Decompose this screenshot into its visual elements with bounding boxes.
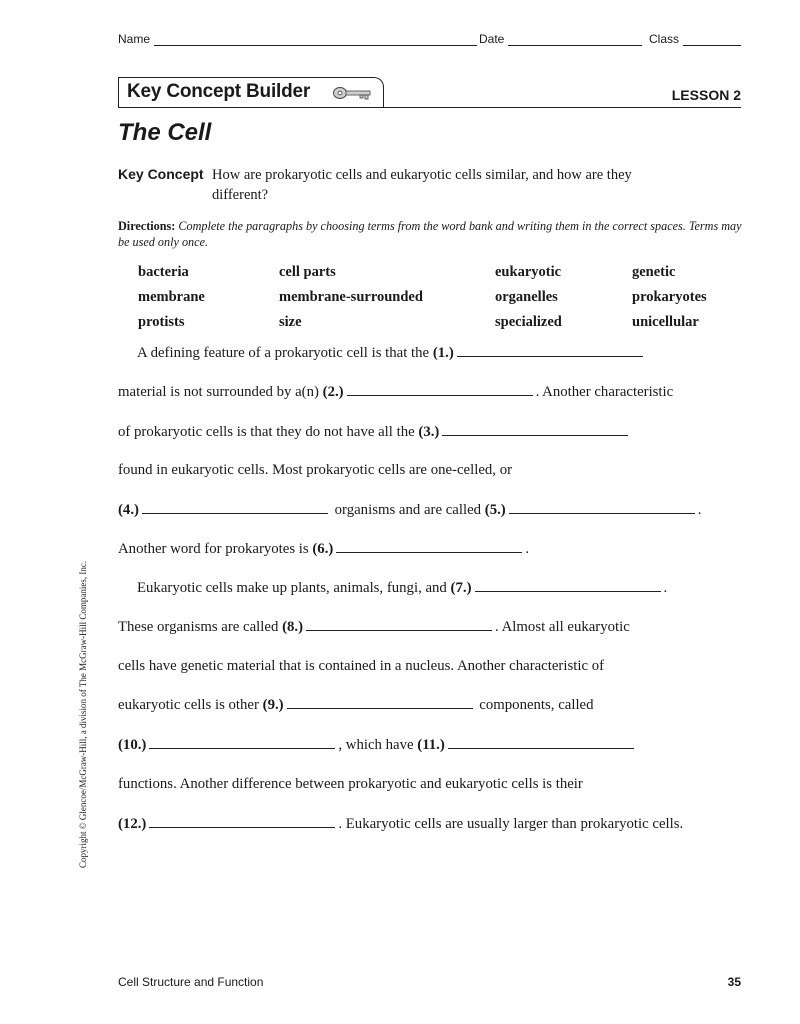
line-text: organisms and are called (334, 502, 482, 518)
word-bank-term: eukaryotic (495, 264, 562, 280)
blank-number-10: (10.) (118, 737, 147, 753)
line-text: cells have genetic material that is contained in a nucleus. Another characteristic of (118, 658, 605, 674)
line-text: found in eukaryotic cells. Most prokaryotic cells are one-celled, or (118, 462, 513, 478)
line-text: . Another characteristic (535, 384, 674, 400)
date-field (479, 32, 642, 46)
directions-label: Directions: (118, 219, 176, 233)
blank-number-2: (2.) (322, 384, 344, 400)
directions (118, 218, 742, 250)
answer-blank-4[interactable] (142, 503, 328, 514)
answer-blank-8[interactable] (306, 620, 492, 631)
word-bank-term: bacteria (138, 264, 189, 280)
class-input-line[interactable] (683, 33, 741, 46)
word-bank-term: unicellular (632, 314, 699, 330)
name-input-line[interactable] (154, 33, 477, 46)
page-number: 35 (727, 975, 741, 989)
answer-blank-3[interactable] (442, 425, 628, 436)
answer-blank-1[interactable] (457, 346, 643, 357)
line-text: , which have (338, 737, 414, 753)
key-icon (332, 84, 372, 102)
word-bank-term: genetic (632, 264, 676, 280)
paragraph-line-5 (118, 502, 701, 519)
blank-number-8: (8.) (282, 619, 304, 635)
answer-blank-2[interactable] (347, 385, 533, 396)
line-text: . (663, 580, 668, 596)
blank-number-6: (6.) (312, 541, 334, 557)
answer-blank-11[interactable] (448, 738, 634, 749)
word-bank-term: prokaryotes (632, 289, 707, 305)
paragraph-line-12 (118, 776, 583, 793)
word-bank-term: organelles (495, 289, 558, 305)
paragraph-line-3 (118, 424, 631, 441)
paragraph-line-13 (118, 816, 683, 833)
line-text: Another word for prokaryotes is (118, 541, 309, 557)
directions-text: Complete the paragraphs by choosing terms from the word bank and writing them in the correct spaces. Terms may be used only once. (118, 219, 742, 249)
blank-number-5: (5.) (484, 502, 506, 518)
paragraph-line-11 (118, 737, 637, 754)
class-label: Class (649, 32, 680, 46)
class-field (649, 32, 741, 46)
copyright-notice: Copyright © Glencoe/McGraw-Hill, a division of The McGraw-Hill Companies, Inc. (78, 560, 88, 868)
paragraph-line-2 (118, 384, 673, 401)
answer-blank-6[interactable] (336, 542, 522, 553)
line-text: Eukaryotic cells make up plants, animals, fungi, and (137, 580, 447, 596)
line-text: . (525, 541, 530, 557)
blank-number-7: (7.) (450, 580, 472, 596)
blank-number-9: (9.) (262, 697, 284, 713)
line-text: A defining feature of a prokaryotic cell is that the (137, 345, 430, 361)
lesson-label: LESSON 2 (671, 87, 741, 103)
paragraph-line-9 (118, 658, 604, 675)
word-bank-term: specialized (495, 314, 562, 330)
paragraph-line-4 (118, 462, 512, 479)
blank-number-12: (12.) (118, 816, 147, 832)
page-title: The Cell (118, 119, 212, 146)
word-bank-term: membrane-surrounded (279, 289, 423, 305)
line-text: of prokaryotic cells is that they do not have all the (118, 424, 415, 440)
line-text: . Eukaryotic cells are usually larger than prokaryotic cells. (338, 816, 684, 832)
date-input-line[interactable] (508, 33, 642, 46)
line-text: These organisms are called (118, 619, 279, 635)
word-bank-term: size (279, 314, 302, 330)
answer-blank-5[interactable] (509, 503, 695, 514)
banner-title: Key Concept Builder (127, 81, 311, 102)
blank-number-3: (3.) (418, 424, 440, 440)
answer-blank-9[interactable] (287, 698, 473, 709)
date-label: Date (479, 32, 505, 46)
paragraph-line-8 (118, 619, 630, 636)
name-field (118, 32, 477, 46)
line-text: components, called (479, 697, 594, 713)
word-bank-term: protists (138, 314, 185, 330)
word-bank-term: cell parts (279, 264, 336, 280)
key-concept-label: Key Concept (118, 166, 204, 182)
paragraph-line-7 (137, 580, 667, 597)
blank-number-11: (11.) (417, 737, 445, 753)
name-label: Name (118, 32, 151, 46)
paragraph-line-1 (137, 345, 646, 362)
line-text: . (697, 502, 702, 518)
blank-number-4: (4.) (118, 502, 139, 518)
paragraph-line-10 (118, 697, 594, 714)
key-concept-text: How are prokaryotic cells and eukaryotic cells similar, and how are they different? (212, 167, 632, 203)
header-rule (118, 107, 741, 108)
footer-unit-title: Cell Structure and Function (118, 975, 264, 989)
answer-blank-12[interactable] (149, 817, 335, 828)
line-text: . Almost all eukaryotic (495, 619, 630, 635)
line-text: material is not surrounded by a(n) (118, 384, 319, 400)
answer-blank-10[interactable] (149, 738, 335, 749)
paragraph-line-6 (118, 541, 529, 558)
line-text: eukaryotic cells is other (118, 697, 259, 713)
line-text: functions. Another difference between prokaryotic and eukaryotic cells is their (118, 776, 583, 792)
word-bank-term: membrane (138, 289, 205, 305)
blank-number-1: (1.) (432, 345, 454, 361)
answer-blank-7[interactable] (475, 581, 661, 592)
